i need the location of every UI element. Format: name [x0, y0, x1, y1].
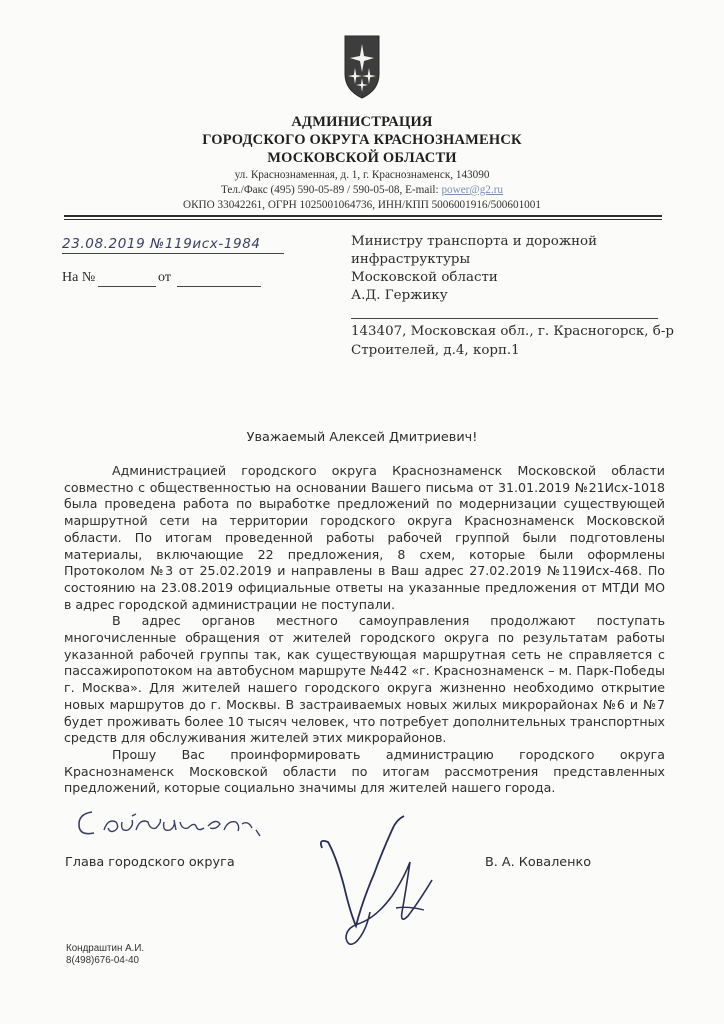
recipient-line3: Московской области [351, 270, 498, 285]
incoming-number-blank [98, 286, 156, 287]
org-address: ул. Краснознаменная, д. 1, г. Краснознаменск, 143090 [234, 169, 490, 181]
recipient-line2: инфраструктуры [351, 252, 471, 267]
signer-title: Глава городского округа [65, 855, 235, 870]
org-email-link[interactable]: power@g2.ru [441, 184, 504, 196]
recipient-address-line2: Строителей, д.4, корп.1 [351, 343, 520, 358]
org-name-line3: МОСКОВСКОЙ ОБЛАСТИ [267, 150, 457, 166]
executor-phone: 8(498)676-04-40 [66, 955, 139, 966]
outgoing-ref-underline [62, 253, 284, 254]
body-paragraph-1: Администрацией городского округа Краснознаменск Московской области совместно с общественностью на основании Вашего письма от 31.01.2019 №21Исх-1018 была проведена работа по выработке предложений по модернизации существующей маршрутной сети на территории городского округа Краснознаменск Московской области. По итогам проведенной работы рабочей группой были подготовлены материалы, включающие 22 предложения, 8 схем, которые были оформлены Протоколом №3 от 25.02.2019 и направлены в Ваш адрес 27.02.2019 №119Исх-468. По состоянию на 23.08.2019 официальные ответы на указанные предложения от МТДИ МО в адрес городской администрации не поступали. [64, 463, 665, 612]
letter-body [64, 463, 665, 797]
body-paragraph-2: В адрес органов местного самоуправления продолжают поступать многочисленные обращения от жителей городского округа по результатам работы указанной рабочей группы так, как существующая маршрутная сеть не справляется с пассажиропотоком на автобусном маршруте №442 «г. Краснознаменск – м. Парк-Победы г. Москва». Для жителей нашего городского округа жизненно необходимо открытие новых маршрутов до г. Москвы. В застраиваемых новых жилых микрорайонах №6 и №7 будет проживать более 10 тысяч человек, что потребует дополнительных транспортных средств для обслуживания жителей этих микрорайонов. [64, 613, 665, 746]
org-contacts [0, 184, 724, 196]
incoming-date-blank [177, 286, 261, 287]
org-phone: Тел./Факс (495) 590-05-89 / 590-05-08, E-mail: [220, 184, 442, 196]
signature [300, 808, 460, 958]
recipient-line1: Министру транспорта и дорожной [351, 234, 598, 249]
recipient-name: А.Д. Гержику [351, 288, 448, 303]
executor-name: Кондраштин А.И. [66, 943, 145, 954]
recipient-address-line1: 143407, Московская обл., г. Красногорск, б-р [351, 324, 674, 339]
org-name-line2: ГОРОДСКОГО ОКРУГА КРАСНОЗНАМЕНСК [202, 132, 522, 148]
outgoing-date-number: 23.08.2019 №119исх-1984 [62, 236, 261, 252]
handwritten-respect [70, 800, 270, 845]
letterhead-rule-thick [64, 215, 662, 217]
signer-name: В. А. Коваленко [485, 855, 592, 870]
recipient-divider [351, 318, 658, 319]
incoming-date-label: от [158, 270, 171, 285]
letterhead-rule-thin [64, 219, 662, 220]
incoming-number-label: На № [62, 270, 96, 285]
org-codes: ОКПО 33042261, ОГРН 1025001064736, ИНН/КПП 5006001916/500601001 [183, 199, 541, 211]
org-name-line1: АДМИНИСТРАЦИЯ [291, 114, 433, 130]
city-emblem-icon [343, 34, 381, 100]
body-paragraph-3: Прошу Вас проинформировать администрацию городского округа Краснознаменск Московской области по итогам рассмотрения представленных предложений, которые социально значимы для жителей нашего города. [64, 746, 665, 796]
greeting: Уважаемый Алексей Дмитриевич! [246, 430, 478, 445]
